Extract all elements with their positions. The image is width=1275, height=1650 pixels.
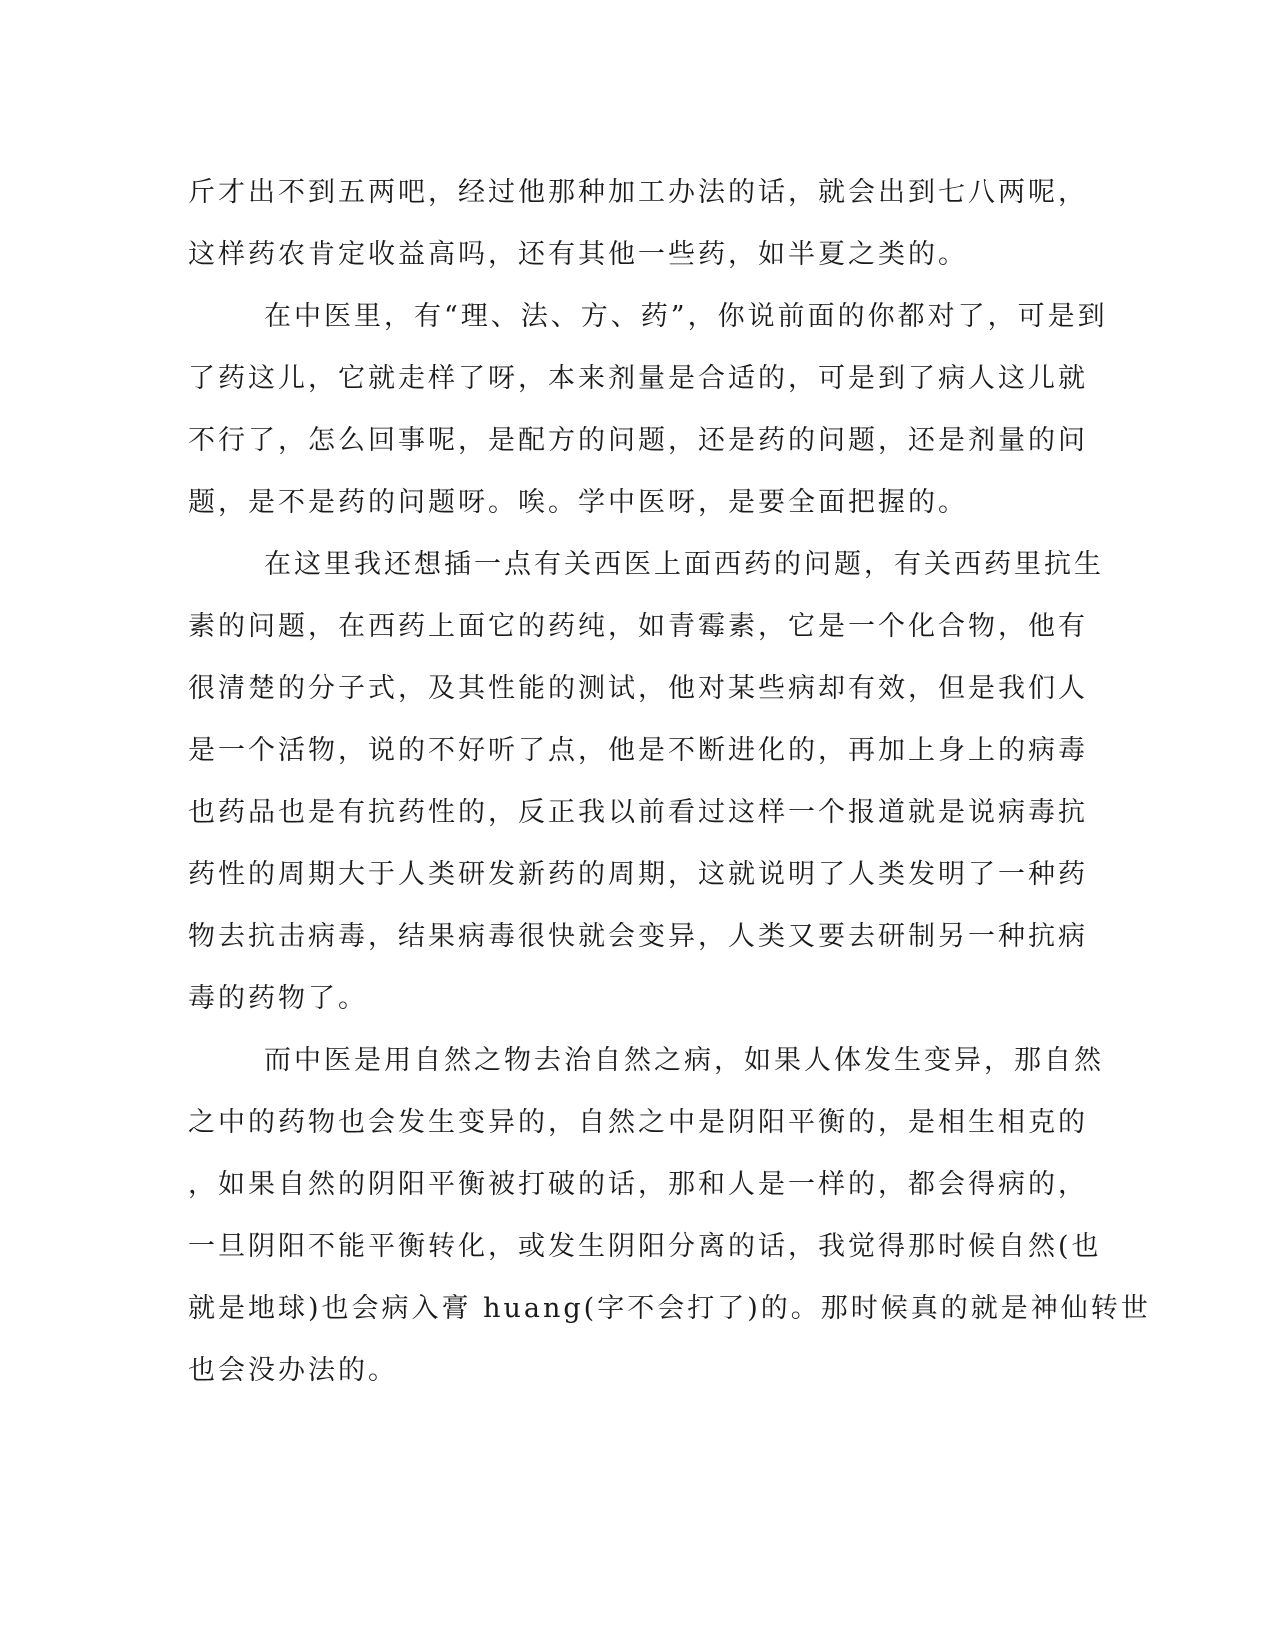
- text-line: 也会没办法的。: [188, 1355, 398, 1386]
- text-line: 之中的药物也会发生变异的，自然之中是阴阳平衡的，是相生相克的: [188, 1107, 1088, 1138]
- text-line: 不行了，怎么回事呢，是配方的问题，还是药的问题，还是剂量的问: [188, 425, 1088, 456]
- text-line: 素的问题，在西药上面它的药纯，如青霉素，它是一个化合物，他有: [188, 611, 1088, 642]
- document-body: [188, 162, 1151, 1402]
- text-line: 药性的周期大于人类研发新药的周期，这就说明了人类发明了一种药: [188, 859, 1088, 890]
- text-line: 一旦阴阳不能平衡转化，或发生阴阳分离的话，我觉得那时候自然(也: [188, 1231, 1102, 1262]
- text-line: ，如果自然的阴阳平衡被打破的话，那和人是一样的，都会得病的，: [188, 1169, 1088, 1200]
- text-line: 毒的药物了。: [188, 983, 368, 1014]
- text-line: 题，是不是药的问题呀。唉。学中医呀，是要全面把握的。: [188, 487, 968, 518]
- text-line: 就是地球)也会病入膏 huang(字不会打了)的。那时候真的就是神仙转世: [188, 1293, 1151, 1324]
- paragraph-first-line: 在这里我还想插一点有关西医上面西药的问题，有关西药里抗生: [264, 549, 1104, 580]
- text-line: 是一个活物，说的不好听了点，他是不断进化的，再加上身上的病毒: [188, 735, 1088, 766]
- text-line: 了药这儿，它就走样了呀，本来剂量是合适的，可是到了病人这儿就: [188, 363, 1088, 394]
- paragraph-first-line: 在中医里，有“理、法、方、药”，你说前面的你都对了，可是到: [264, 301, 1108, 332]
- paragraph-first-line: 而中医是用自然之物去治自然之病，如果人体发生变异，那自然: [264, 1045, 1104, 1076]
- text-line: 很清楚的分子式，及其性能的测试，他对某些病却有效，但是我们人: [188, 673, 1088, 704]
- text-line: 斤才出不到五两吧，经过他那种加工办法的话，就会出到七八两呢，: [188, 177, 1088, 208]
- text-line: 也药品也是有抗药性的，反正我以前看过这样一个报道就是说病毒抗: [188, 797, 1088, 828]
- text-line: 物去抗击病毒，结果病毒很快就会变异，人类又要去研制另一种抗病: [188, 921, 1088, 952]
- text-line: 这样药农肯定收益高吗，还有其他一些药，如半夏之类的。: [188, 239, 968, 270]
